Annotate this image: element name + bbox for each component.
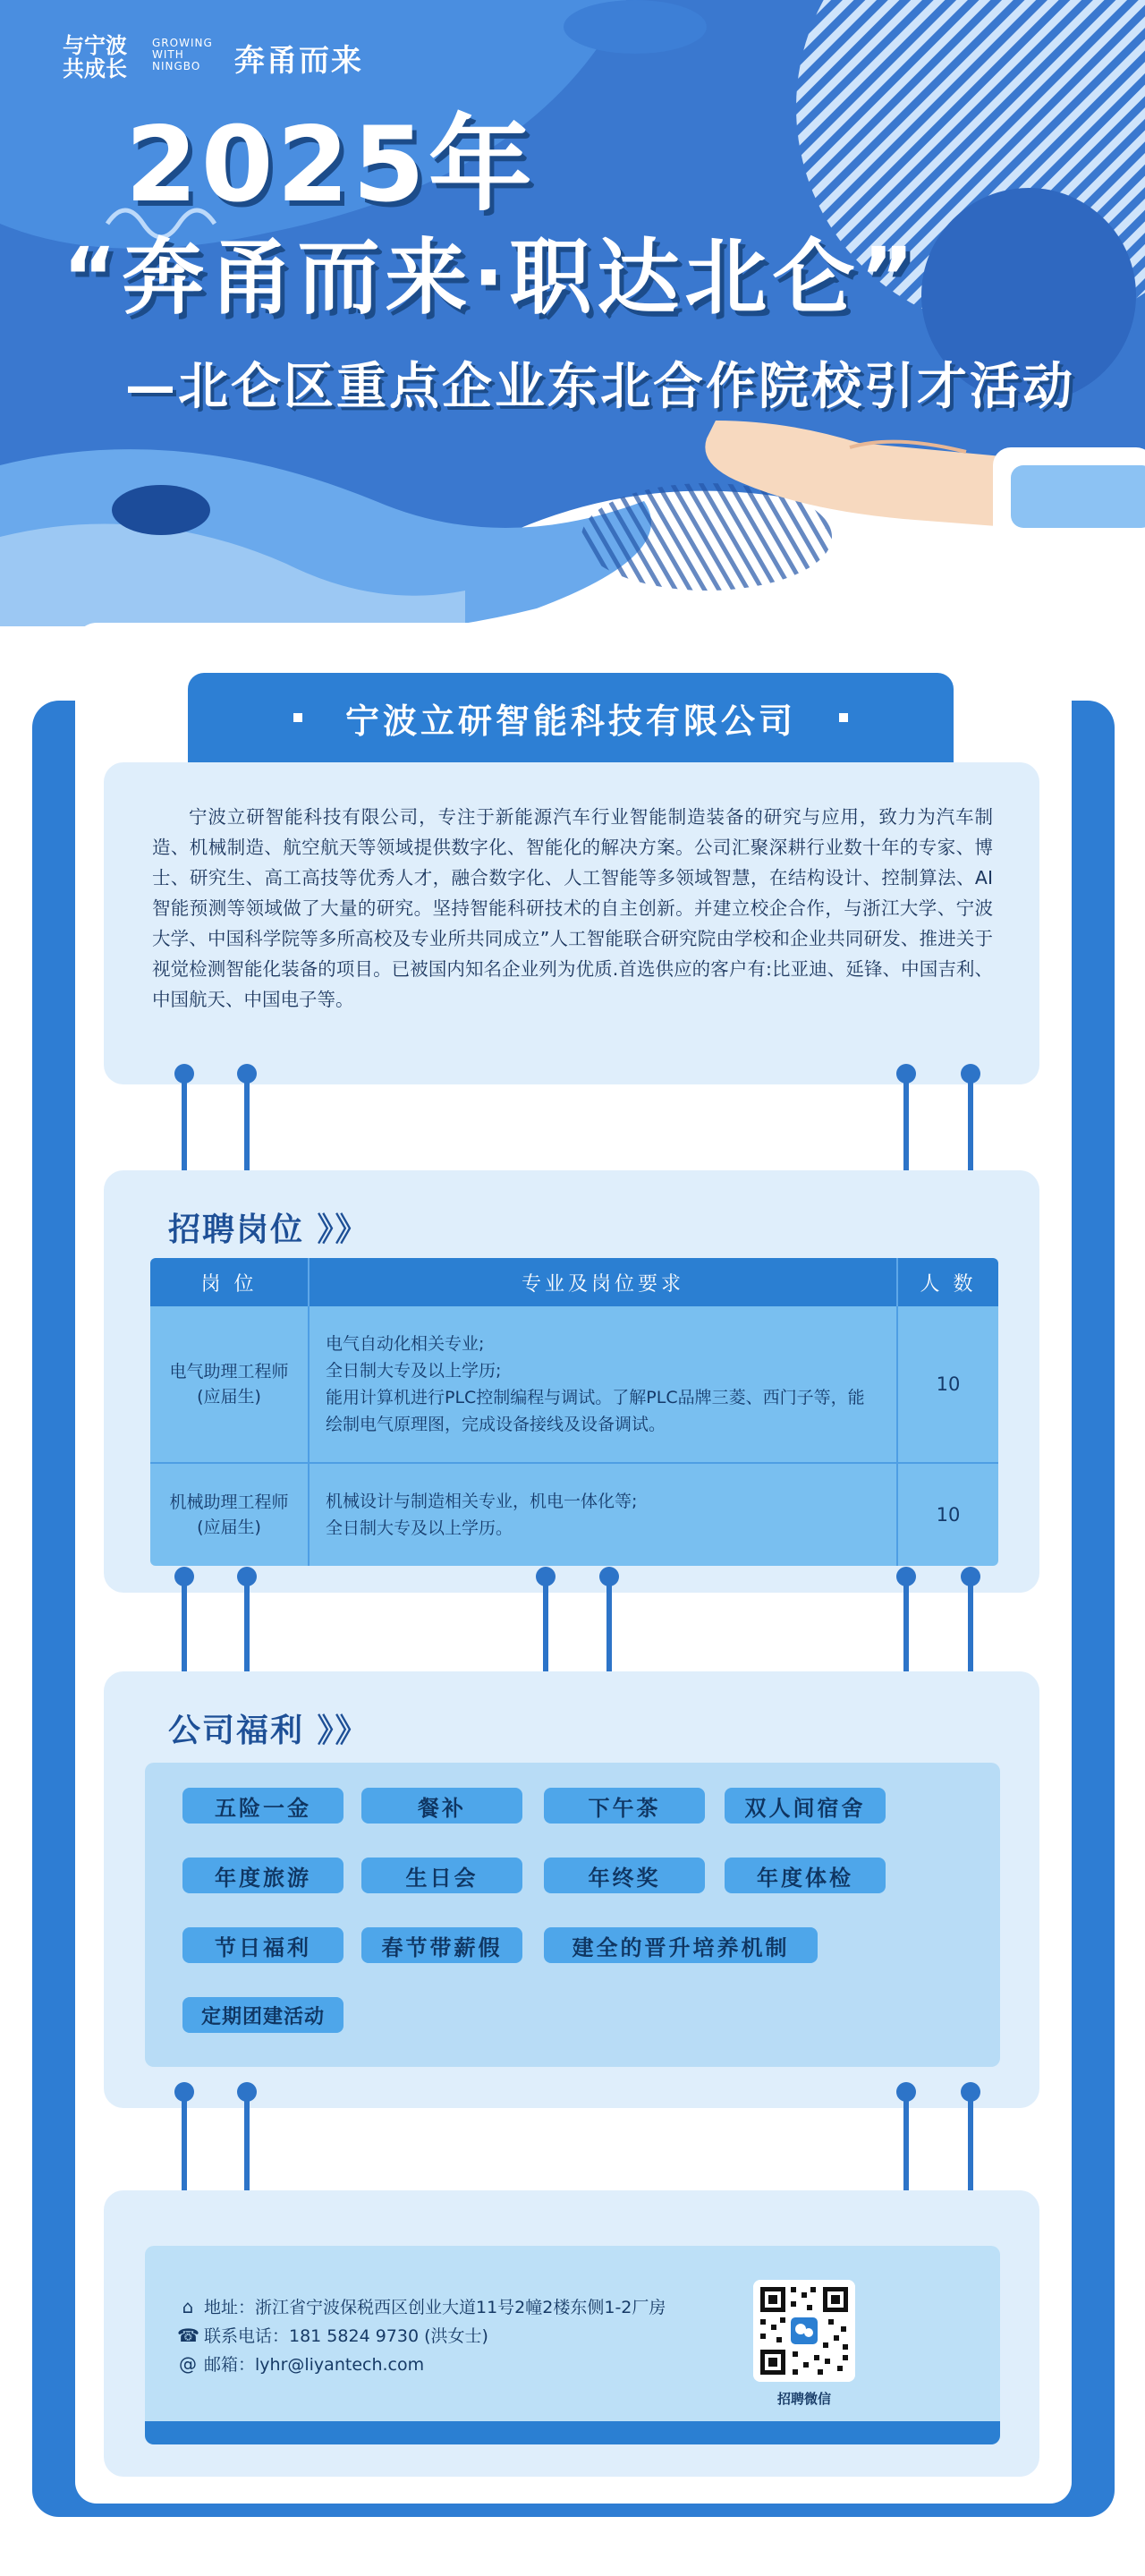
- company-name-bar: [188, 673, 954, 762]
- bylai-logo: 奔甬而来: [234, 43, 363, 79]
- benefit-tag: 年度体检: [725, 1858, 886, 1893]
- main-title: “奔甬而来·职达北仑”: [63, 230, 920, 326]
- header-requirements: 专业及岗位要求: [310, 1258, 898, 1306]
- requirement-line: 全日制大专及以上学历;: [326, 1361, 502, 1381]
- job-position: [150, 1306, 310, 1464]
- connector-pin: [244, 1074, 250, 1181]
- connector-pin: [182, 1074, 187, 1181]
- requirement-line: 全日制大专及以上学历。: [326, 1518, 513, 1538]
- benefit-tag: 建全的晋升培养机制: [544, 1927, 818, 1963]
- header-banner: [0, 0, 1145, 626]
- job-requirements: [310, 1464, 898, 1566]
- jobs-table: [150, 1258, 998, 1566]
- requirement-line: 机械设计与制造相关专业，机电一体化等;: [326, 1492, 638, 1511]
- contact-email-row: [177, 2351, 424, 2376]
- benefit-tag: 生日会: [361, 1858, 522, 1893]
- contact-phone-row: [177, 2323, 488, 2347]
- benefit-tag: 下午茶: [544, 1788, 705, 1824]
- table-header-row: [150, 1258, 998, 1306]
- header-count: 人 数: [898, 1258, 998, 1306]
- contact-phone: 联系电话：181 5824 9730 (洪女士): [204, 2326, 488, 2346]
- benefit-tag: 餐补: [361, 1788, 522, 1824]
- phone-icon: ☎: [177, 2324, 199, 2346]
- connector-pin: [968, 1074, 973, 1181]
- bullet-icon: [293, 713, 302, 722]
- benefit-tag: 年度旅游: [182, 1858, 344, 1893]
- contact-address: 地址：浙江省宁波保税西区创业大道11号2幢2楼东侧1-2厂房: [204, 2298, 666, 2317]
- header-position: 岗 位: [150, 1258, 310, 1306]
- job-count: 10: [898, 1306, 998, 1464]
- job-position-note: (应届生): [197, 1518, 261, 1537]
- job-requirements: [310, 1306, 898, 1464]
- job-count: 10: [898, 1464, 998, 1566]
- job-position-title: 机械助理工程师: [169, 1492, 289, 1512]
- job-position-note: (应届生): [197, 1387, 261, 1407]
- requirement-line: 能用计算机进行PLC控制编程与调试。了解PLC品牌三菱、西门子等，能绘制电气原理图，完成设备接线及设备调试。: [326, 1388, 865, 1434]
- benefits-section-title: 公司福利 》》: [168, 1713, 369, 1749]
- contact-address-row: [177, 2294, 666, 2318]
- qr-code-image[interactable]: [753, 2280, 855, 2382]
- email-icon: @: [179, 2352, 197, 2375]
- connector-pin: [968, 2092, 973, 2206]
- benefit-tag: 定期团建活动: [182, 1997, 344, 2033]
- jobs-section-title: 招聘岗位 》》: [168, 1211, 369, 1248]
- benefit-tag: 双人间宿舍: [725, 1788, 886, 1824]
- connector-pin: [903, 2092, 909, 2206]
- job-position: [150, 1464, 310, 1566]
- year-title: 2025年: [125, 105, 536, 225]
- connector-pin: [903, 1074, 909, 1181]
- connector-pin: [244, 2092, 250, 2206]
- bullet-icon: [839, 713, 848, 722]
- benefit-tag: 年终奖: [544, 1858, 705, 1893]
- company-intro: 宁波立研智能科技有限公司，专注于新能源汽车行业智能制造装备的研究与应用，致力为汽车制造、机械制造、航空航天等领域提供数字化、智能化的解决方案。公司汇聚深耕行业数十年的专家、博士、研究生、高工高技等优秀人才，融合数字化、人工智能等多领域智慧，在结构设计、控制算法、AI智能预测等领域做了大量的研究。坚持智能科研技术的自主创新。并建立校企合作，与浙江大学、宁波大学、中国科学院等多所高校及专业所共同成立”人工智能联合研究院由学校和企业共同研发、推进关于视觉检测智能化装备的项目。已被国内知名企业列为优质.首选供应的客户有:比亚迪、延锋、中国吉利、中国航天、中国电子等。: [152, 806, 993, 1010]
- connector-pin: [182, 2092, 187, 2206]
- contact-footer-bar: [145, 2421, 1000, 2444]
- benefits-container: [145, 1763, 1000, 2067]
- requirement-line: 电气自动化相关专业;: [326, 1334, 485, 1354]
- logo-growing-cn: 与宁波共成长: [63, 33, 127, 81]
- qr-label: 招聘微信: [776, 2391, 831, 2407]
- home-icon: ⌂: [182, 2295, 194, 2317]
- benefit-tag: 春节带薪假: [361, 1927, 522, 1963]
- benefit-tag: 五险一金: [182, 1788, 344, 1824]
- contact-email: 邮箱：lyhr@liyantech.com: [204, 2355, 425, 2375]
- company-name: 宁波立研智能科技有限公司: [344, 701, 796, 741]
- job-position-title: 电气助理工程师: [169, 1362, 289, 1382]
- table-row: [150, 1306, 998, 1464]
- subtitle: —北仑区重点企业东北合作院校引才活动: [125, 358, 1075, 416]
- logo-growing-en: GROWING WITH NINGBO: [152, 37, 213, 72]
- table-row: [150, 1464, 998, 1566]
- benefit-tag: 节日福利: [182, 1927, 344, 1963]
- growing-with-ningbo-logo: [63, 33, 213, 81]
